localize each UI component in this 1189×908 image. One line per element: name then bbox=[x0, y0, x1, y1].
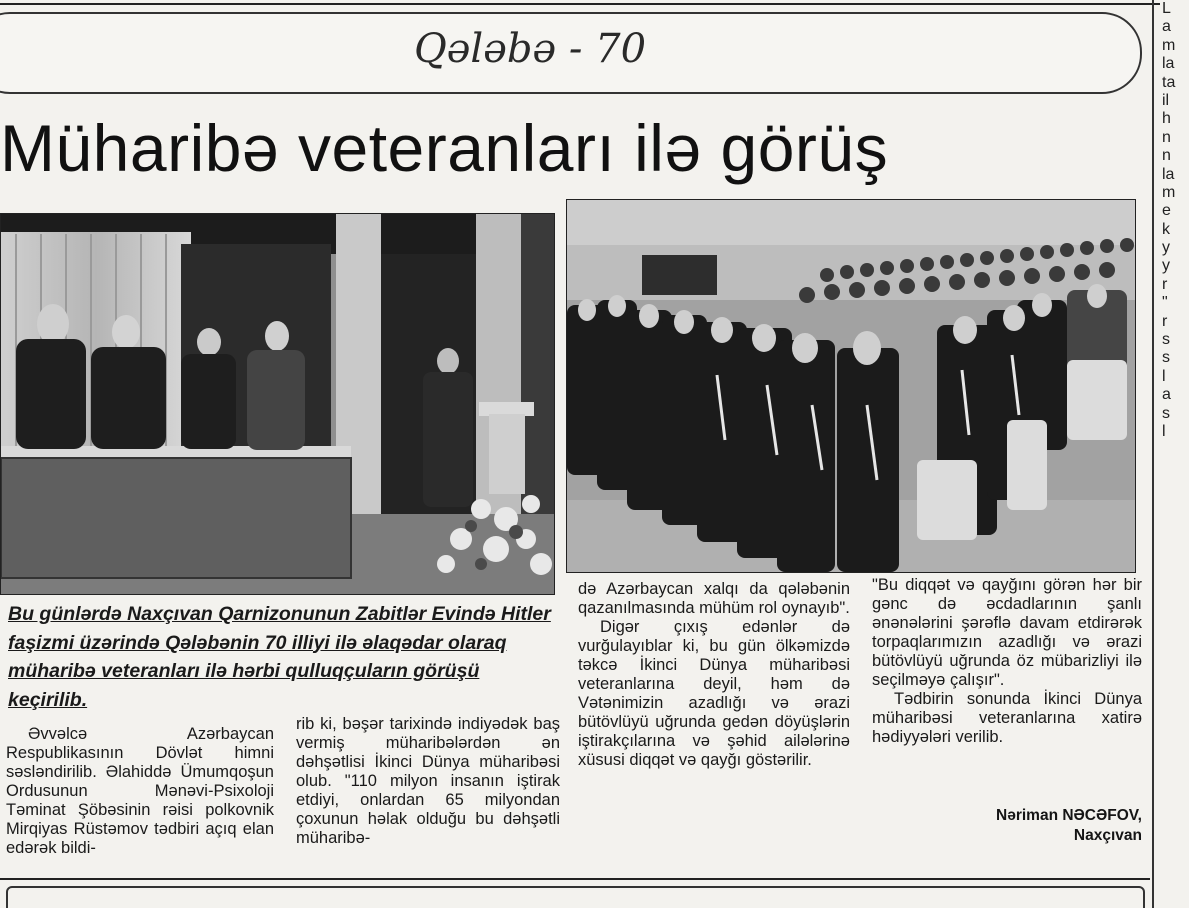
fragment-line: r bbox=[1162, 312, 1168, 330]
bottom-rule bbox=[0, 878, 1150, 880]
author-place: Naxçıvan bbox=[1073, 827, 1142, 844]
fragment-line: y bbox=[1162, 239, 1170, 257]
paragraph: Digər çıxış edənlər də vurğulayıblar ki, bu gün ölkəmizdə təkcə İkinci Dünya müharibəsi veteranlarına deyil, həm də Vətənimizin azadlığı və ərazi bütövlüyü uğrunda gedən döyüşlərin iştirakçılarına və şəhid ailələrinə xüsusi diqqət və qayğı göstərilir. bbox=[578, 618, 850, 769]
fragment-line: m bbox=[1162, 36, 1176, 54]
fragment-line: e bbox=[1162, 202, 1171, 220]
fragment-line: r bbox=[1162, 275, 1168, 293]
text-column-3 bbox=[578, 580, 850, 770]
fragment-line: " bbox=[1162, 294, 1168, 312]
paragraph: Əvvəlcə Azərbaycan Respublikasının Dövlət himni səsləndirilib. Əlahiddə Ümumqoşun Ordusunun Mənəvi-Psixoloji Təminat Şöbəsinin rəisi polkovnik Mirqiyas Rüstəmov tədbiri açıq elan edərək bildi- bbox=[6, 725, 274, 857]
photo-presidium bbox=[0, 213, 555, 595]
next-article-box bbox=[6, 886, 1145, 908]
fragment-line: il bbox=[1162, 91, 1170, 109]
text-column-4 bbox=[872, 576, 1142, 747]
article-lead: Bu günlərdə Naxçıvan Qarnizonunun Zabitlər Evində Hitler faşizmi üzərində Qələbənin 70 illiyi ilə əlaqədar olaraq müharibə veteranları ilə hərbi qulluqçuların görüşü keçirilib. bbox=[8, 603, 551, 711]
article-headline: Müharibə veteranları ilə görüş bbox=[0, 111, 889, 185]
text-column-2 bbox=[296, 715, 560, 848]
fragment-line: l bbox=[1162, 367, 1166, 385]
fragment-line: L bbox=[1162, 0, 1171, 17]
fragment-line: s bbox=[1162, 404, 1170, 422]
fragment-line: a bbox=[1162, 386, 1171, 404]
paragraph: rib ki, bəşər tarixində indiyədək baş vermiş müharibələrdən ən dəhşətlisi İkinci Dünya müharibəsi olub. "110 milyon insanın iştirak etdiyi, onlardan 65 milyondan çoxunun həlak olduğu bu dəhşətli müharibə- bbox=[296, 715, 560, 847]
photo-servicemen bbox=[566, 199, 1136, 573]
rubric-title: Qələbə - 70 bbox=[413, 26, 647, 72]
fragment-line: ta bbox=[1162, 73, 1176, 91]
column-divider bbox=[1152, 0, 1154, 908]
fragment-line: a bbox=[1162, 18, 1171, 36]
fragment-line: la bbox=[1162, 165, 1175, 183]
paragraph: də Azərbaycan xalqı da qələbənin qazanılmasında mühüm rol oynayıb". bbox=[578, 580, 850, 617]
fragment-line: h bbox=[1162, 110, 1171, 128]
fragment-line: m bbox=[1162, 183, 1176, 201]
author-name: Nəriman NƏCƏFOV, bbox=[996, 807, 1142, 824]
fragment-line: l bbox=[1162, 422, 1166, 440]
adjacent-article-fragment bbox=[1162, 0, 1189, 908]
photo-servicemen-image bbox=[567, 200, 1135, 572]
fragment-line: s bbox=[1162, 331, 1170, 349]
byline bbox=[940, 806, 1142, 846]
fragment-line: k bbox=[1162, 220, 1170, 238]
fragment-line: y bbox=[1162, 257, 1170, 275]
paragraph: "Bu diqqət və qayğını görən hər bir gənc də əcdadlarının şanlı ənənələrini şərəflə davam etdirərək torpaqlarımızın azadlığı və ərazi bütövlüyü uğrunda öz mübarizliyi ilə seçilməyə çalışır". bbox=[872, 576, 1142, 689]
fragment-line: n bbox=[1162, 147, 1171, 165]
text-column-1 bbox=[6, 725, 274, 858]
top-rule bbox=[0, 3, 1160, 5]
fragment-line: s bbox=[1162, 349, 1170, 367]
fragment-line: n bbox=[1162, 128, 1171, 146]
paragraph: Tədbirin sonunda İkinci Dünya müharibəsi veteranlarına xatirə hədiyyələri verilib. bbox=[872, 690, 1142, 746]
fragment-line: la bbox=[1162, 55, 1175, 73]
photo-presidium-image bbox=[1, 214, 554, 594]
